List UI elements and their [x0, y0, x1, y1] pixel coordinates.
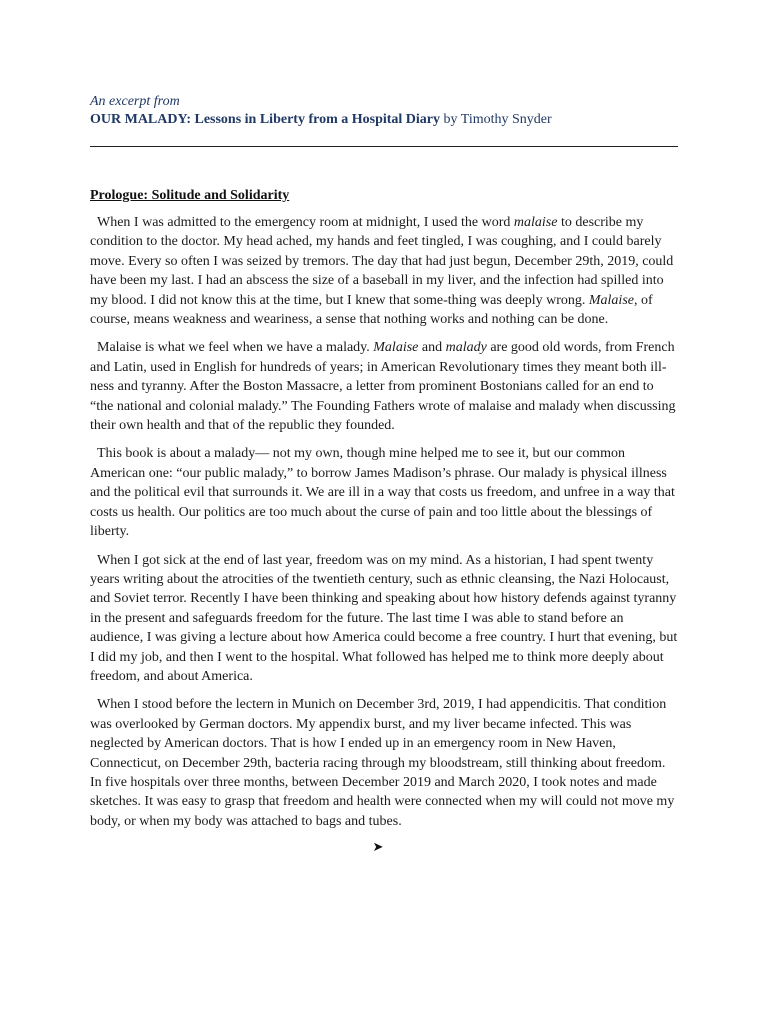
- paragraph-text: When I stood before the lectern in Munich on December 3rd, 2019, I had appendicitis. That condition was overlooked by German doctors. My appendix burst, and my liver became infected. This was neglected by American doctors. That is how I ended up in an emergency room in New Haven, Connecticut, on December 29th, bacteria racing through my bloodstream, still thinking about freedom. In five hospitals over three months, between December 2019 and March 2020, I took notes and made sketches. It was easy to grasp that freedom and health were connected when my will could not move my body, or when my body was attached to bags and tubes.: [90, 697, 675, 829]
- italic-term: malady: [445, 340, 487, 356]
- paragraph-text: This book is about a malady— not my own, though mine helped me to see it, but our common American one: “our public malady,” to borrow James Madison’s phrase. Our malady is physical illness and the political evil that surrounds it. We are ill in a way that costs us freedom, and unfree in a way that costs us health. Our politics are too much about the curse of pain and too little about the blessings of liberty.: [90, 446, 675, 540]
- body-paragraph: [90, 551, 680, 687]
- italic-term: Malaise: [373, 340, 419, 356]
- book-title: OUR MALADY: Lessons in Liberty from a Hospital Diary: [90, 112, 441, 127]
- italic-term: malaise: [513, 215, 558, 230]
- paragraph-text: are good old words, from French and Latin, used in English for hundreds of years; in American Revolutionary times they meant both ill-ness and tyranny. After the Boston Massacre, a letter from prominent Bostonians called for an end to “the national and colonial malady.” The Founding Fathers wrote of malaise and malady when discussing their own health and that of the republic they founded.: [90, 340, 676, 434]
- paragraph-text: Malaise is what we feel when we have a malady.: [97, 340, 374, 356]
- book-citation: [90, 111, 680, 129]
- body-text: [90, 213, 680, 831]
- prologue-heading: Prologue: Solitude and Solidarity: [90, 188, 290, 203]
- paragraph-text: When I was admitted to the emergency room at midnight, I used the word: [97, 215, 514, 230]
- header-divider: [90, 146, 678, 147]
- italic-term: Malaise: [588, 292, 634, 308]
- body-paragraph: [90, 338, 680, 435]
- arrowhead-bullet-icon: ➤: [372, 839, 384, 855]
- paragraph-text: , of course, means weakness and weariness, a sense that nothing works and nothing can be done.: [90, 292, 653, 328]
- body-paragraph: [90, 213, 680, 329]
- byline: by Timothy Snyder: [440, 112, 552, 127]
- paragraph-text: to describe my condition to the doctor. My head ached, my hands and feet tingled, I was coughing, and I could barely move. Every so often I was seized by tremors. The day that had just begun, December 29th, 2019, could have been my last. I had an abscess the size of a baseball in my liver, and the infection had spilled into my blood. I did not know this at the time, but I knew that some-thing was deeply wrong.: [90, 215, 674, 308]
- excerpt-label: An excerpt from: [90, 94, 180, 109]
- paragraph-text: When I got sick at the end of last year, freedom was on my mind. As a historian, I had spent twenty years writing about the atrocities of the twentieth century, such as ethnic cleansing, the Nazi Holocaust, and Soviet terror. Recently I have been thinking and speaking about how history defends against tyranny in the present and safeguards freedom for the future. The last time I was able to stand before an audience, I was giving a lecture about how America could become a free country. I hurt that evening, but I did my job, and then I went to the hospital. What followed has helped me to think more deeply about freedom, and about America.: [90, 552, 678, 684]
- body-paragraph: [90, 444, 680, 541]
- paragraph-text: and: [418, 340, 446, 356]
- document-page: [90, 93, 680, 855]
- body-paragraph: [90, 695, 680, 831]
